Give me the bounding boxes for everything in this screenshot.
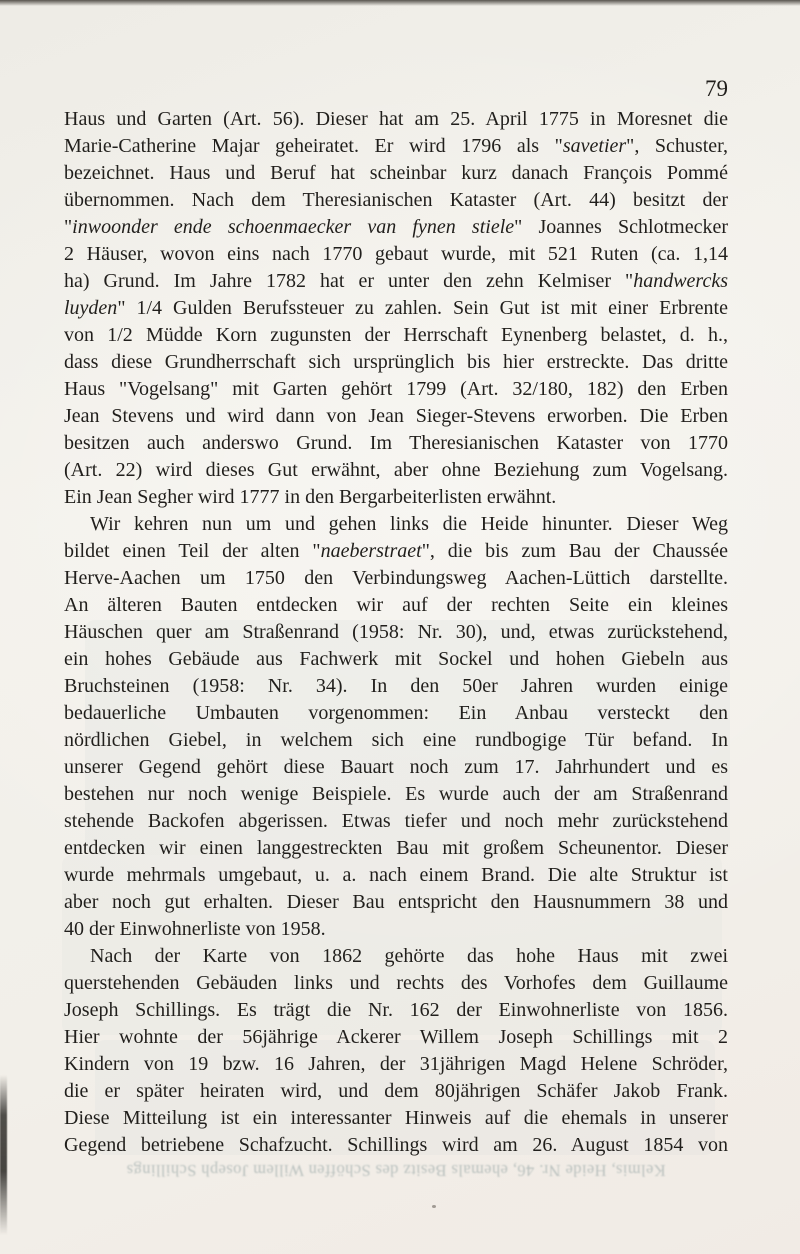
text-line [64, 781, 728, 808]
text-line [64, 511, 728, 538]
text-segment: (Art. 22) wird dieses Gut erwähnt, aber ohne Beziehung zum Vogelsang. [64, 459, 728, 481]
text-segment: ", die bis zum Bau der Chaussée [421, 540, 728, 562]
text-segment: wurde mehrmals umgebaut, u. a. nach einem Brand. Die alte Struktur ist [64, 864, 728, 886]
text-line [64, 241, 728, 268]
text-segment: unserer Gegend gehört diese Bauart noch zum 17. Jahrhundert und es [64, 756, 728, 778]
text-segment: dass diese Grundherrschaft sich ursprünglich bis hier erstreckte. Das dritte [64, 351, 728, 373]
text-segment: " [64, 216, 73, 238]
text-line [64, 565, 728, 592]
text-segment: Hier wohnte der 56jährige Ackerer Willem Joseph Schillings mit 2 [64, 1026, 728, 1048]
text-segment: Gegend betriebene Schafzucht. Schillings wird am 26. August 1854 von [64, 1134, 728, 1156]
text-line [64, 484, 728, 511]
text-line [64, 133, 728, 160]
text-segment: Marie-Catherine Majar geheiratet. Er wird 1796 als " [64, 135, 563, 157]
text-line [64, 646, 728, 673]
text-segment: besitzen auch anderswo Grund. Im Theresianischen Kataster von 1770 [64, 432, 728, 454]
text-segment: Diese Mitteilung ist ein interessanter Hinweis auf die ehemals in unserer [64, 1107, 728, 1129]
text-line [64, 889, 728, 916]
text-segment: entdecken wir einen langgestreckten Bau mit großem Scheunentor. Dieser [64, 837, 728, 859]
page-number: 79 [705, 76, 728, 101]
text-segment: Nach der Karte von 1862 gehörte das hohe Haus mit zwei [90, 945, 728, 967]
text-segment: Joseph Schillings. Es trägt die Nr. 162 der Einwohnerliste von 1856. [64, 999, 728, 1021]
text-segment: bedauerliche Umbauten vorgenommen: Ein Anbau versteckt den [64, 702, 728, 724]
scan-speck [432, 1205, 436, 1208]
italic-quote-segment: luyden [64, 297, 118, 319]
text-segment: " Joannes Schlotmecker [514, 216, 728, 238]
text-line [64, 349, 728, 376]
text-segment: ein hohes Gebäude aus Fachwerk mit Sockel und hohen Giebeln aus [64, 648, 728, 670]
text-line [64, 727, 728, 754]
text-segment: bezeichnet. Haus und Beruf hat scheinbar kurz danach François Pommé [64, 162, 728, 184]
text-line [64, 1105, 728, 1132]
text-line [64, 997, 728, 1024]
text-line [64, 106, 728, 133]
text-segment: Haus und Garten (Art. 56). Dieser hat am 25. April 1775 in Moresnet die [64, 108, 728, 130]
text-line [64, 862, 728, 889]
scan-edge-top [0, 0, 800, 6]
bleed-through-caption: Kelmis, Heide Nr. 46, ehemals Besitz des Schöffen Willem Joseph Schillings [126, 1161, 666, 1180]
text-segment: Kindern von 19 bzw. 16 Jahren, der 31jährigen Magd Helene Schröder, [64, 1053, 728, 1075]
text-segment: aber noch gut erhalten. Dieser Bau entspricht den Hausnummern 38 und [64, 891, 728, 913]
italic-quote-segment: naeberstraet [320, 540, 422, 562]
italic-quote-segment: handwercks [633, 270, 728, 292]
text-line [64, 403, 728, 430]
text-segment: übernommen. Nach dem Theresianischen Kataster (Art. 44) besitzt der [64, 189, 728, 211]
text-segment: bestehen nur noch wenige Beispiele. Es wurde auch der am Straßenrand [64, 783, 728, 805]
italic-quote-segment: savetier [562, 135, 627, 157]
text-line [64, 943, 728, 970]
text-line [64, 1051, 728, 1078]
text-segment: 40 der Einwohnerliste von 1958. [64, 918, 326, 940]
text-segment: Häuschen quer am Straßenrand (1958: Nr. 30), und, etwas zurückstehend, [64, 621, 728, 643]
text-line [64, 835, 728, 862]
text-segment: die er später heiraten wird, und dem 80jährigen Schäfer Jakob Frank. [64, 1080, 728, 1102]
text-line [64, 700, 728, 727]
text-line [64, 538, 728, 565]
text-line [64, 430, 728, 457]
text-line [64, 1078, 728, 1105]
text-line [64, 592, 728, 619]
text-segment: querstehenden Gebäuden links und rechts des Vorhofes dem Guillaume [64, 972, 728, 994]
text-line [64, 160, 728, 187]
text-segment: nördlichen Giebel, in welchem sich eine rundbogige Tür befand. In [64, 729, 728, 751]
text-line [64, 673, 728, 700]
text-segment: stehende Backofen abgerissen. Etwas tiefer und noch mehr zurückstehend [64, 810, 728, 832]
scan-edge-left [0, 1075, 7, 1235]
text-segment: An älteren Bauten entdecken wir auf der rechten Seite ein kleines [64, 594, 728, 616]
text-line [64, 754, 728, 781]
text-line [64, 322, 728, 349]
text-segment: 2 Häuser, wovon eins nach 1770 gebaut wurde, mit 521 Ruten (ca. 1,14 [64, 243, 728, 265]
text-segment: ", Schuster, [626, 135, 728, 157]
text-segment: Bruchsteinen (1958: Nr. 34). In den 50er Jahren wurden einige [64, 675, 728, 697]
text-segment: von 1/2 Müdde Korn zugunsten der Herrschaft Eynenberg belastet, d. h., [64, 324, 728, 346]
text-segment: Ein Jean Segher wird 1777 in den Bergarbeiterlisten erwähnt. [64, 486, 557, 508]
text-segment: Haus "Vogelsang" mit Garten gehört 1799 (Art. 32/180, 182) den Erben [64, 378, 728, 400]
italic-quote-segment: inwoonder ende schoenmaecker van fynen stiele [72, 216, 515, 238]
text-segment: " 1/4 Gulden Berufssteuer zu zahlen. Sein Gut ist mit einer Erbrente [117, 297, 728, 319]
text-segment: Wir kehren nun um und gehen links die Heide hinunter. Dieser Weg [90, 513, 728, 535]
text-line [64, 970, 728, 997]
text-line [64, 295, 728, 322]
text-segment: Herve-Aachen um 1750 den Verbindungsweg Aachen-Lüttich darstellte. [64, 567, 728, 589]
text-segment: bildet einen Teil der alten " [64, 540, 321, 562]
text-line [64, 457, 728, 484]
text-line [64, 619, 728, 646]
text-line [64, 808, 728, 835]
text-segment: Jean Stevens und wird dann von Jean Sieger-Stevens erworben. Die Erben [64, 405, 728, 427]
text-line [64, 1132, 728, 1159]
text-line [64, 187, 728, 214]
text-line [64, 268, 728, 295]
text-segment: ha) Grund. Im Jahre 1782 hat er unter den zehn Kelmiser " [64, 270, 634, 292]
body-text [64, 106, 728, 1159]
text-line [64, 1024, 728, 1051]
text-line [64, 916, 728, 943]
text-line [64, 214, 728, 241]
text-line [64, 376, 728, 403]
